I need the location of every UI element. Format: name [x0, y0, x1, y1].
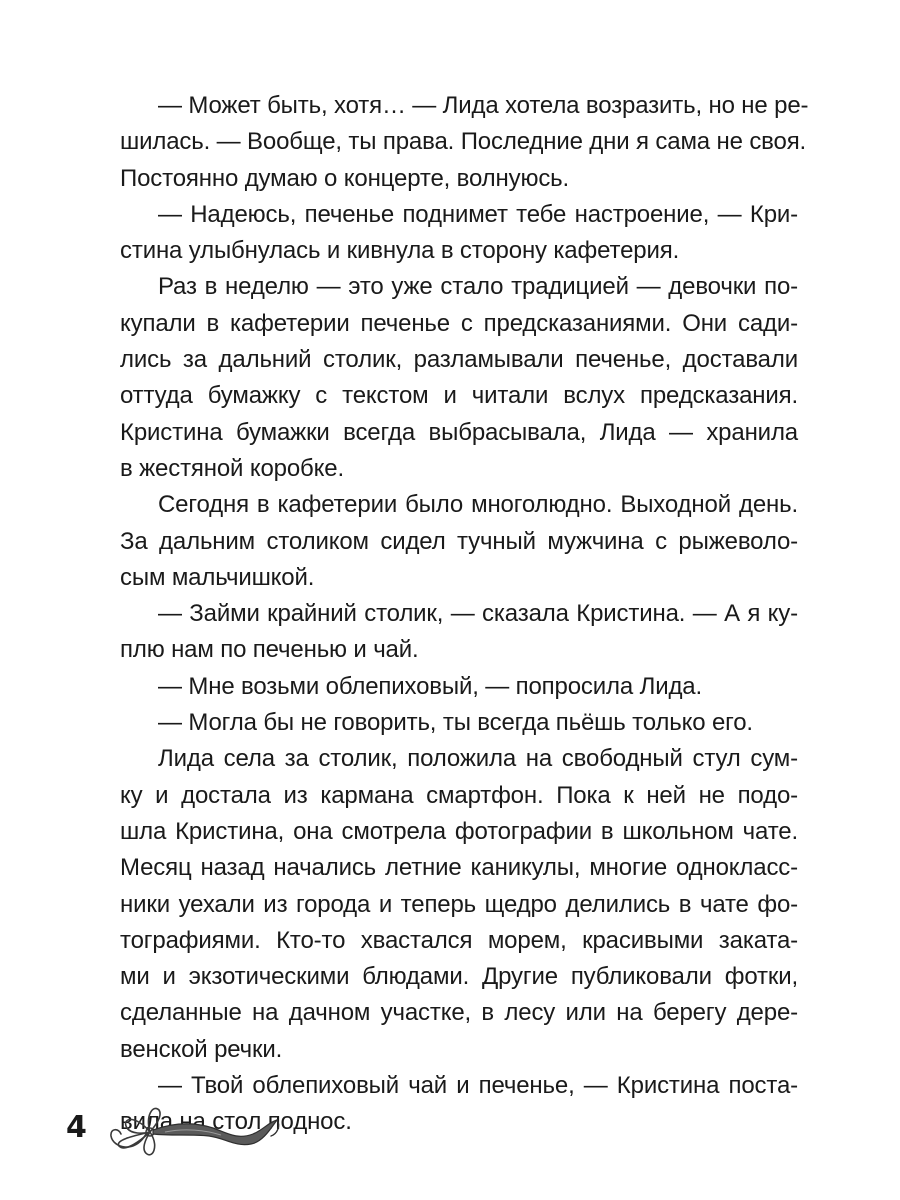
text-line: Сегодня в кафетерии было многолюдно. Выходной день.: [158, 491, 798, 519]
text-line: ку и достала из кармана смартфон. Пока к ней не подо-: [120, 781, 798, 809]
text-line: шилась. — Вообще, ты права. Последние дни я сама не своя.: [120, 128, 807, 156]
text-line: — Могла бы не говорить, ты всегда пьёшь только его.: [158, 709, 753, 737]
page-number: 4: [66, 1110, 87, 1145]
text-line: в жестяной коробке.: [120, 454, 344, 482]
text-line: — Мне возьми облепиховый, — попросила Лида.: [158, 672, 703, 700]
text-line: стина улыбнулась и кивнула в сторону кафетерия.: [120, 237, 680, 265]
text-line: сделанные на дачном участке, в лесу или на берегу дере-: [120, 999, 798, 1027]
text-line: Постоянно думаю о концерте, волнуюсь.: [120, 164, 570, 192]
text-line: плю нам по печенью и чай.: [120, 636, 419, 664]
text-line: купали в кафетерии печенье с предсказаниями. Они сади-: [120, 309, 798, 337]
text-line: ми и экзотическими блюдами. Другие публиковали фотки,: [120, 963, 798, 991]
text-line: венской речки.: [120, 1035, 283, 1063]
text-line: — Может быть, хотя… — Лида хотела возразить, но не ре-: [158, 92, 809, 119]
text-line: тографиями. Кто-то хвастался морем, красивыми заката-: [120, 926, 798, 954]
text-line: За дальним столиком сидел тучный мужчина с рыжеволо-: [120, 527, 798, 555]
text-line: Месяц назад начались летние каникулы, многие однокласс-: [120, 854, 798, 882]
text-line: Раз в неделю — это уже стало традицией — девочки по-: [158, 273, 798, 301]
text-line: — Займи крайний столик, — сказала Кристина. — А я ку-: [158, 600, 798, 628]
text-line: — Твой облепиховый чай и печенье, — Кристина поста-: [158, 1072, 798, 1100]
text-line: оттуда бумажку с текстом и читали вслух предсказания.: [120, 382, 798, 410]
text-line: сым мальчишкой.: [120, 563, 315, 591]
text-line: лись за дальний столик, разламывали печенье, доставали: [120, 346, 798, 374]
ribbon-bow-icon: [105, 1092, 285, 1172]
text-line: вила на стол поднос.: [120, 1108, 352, 1136]
body-text: [120, 88, 809, 1141]
text-line: Кристина бумажки всегда выбрасывала, Лида — хранила: [120, 418, 798, 446]
text-line: — Надеюсь, печенье поднимет тебе настроение, — Кри-: [158, 200, 798, 228]
text-line: шла Кристина, она смотрела фотографии в школьном чате.: [120, 817, 798, 845]
text-line: ники уехали из города и теперь щедро делились в чате фо-: [120, 890, 798, 918]
text-line: Лида села за столик, положила на свободный стул сум-: [158, 745, 798, 773]
